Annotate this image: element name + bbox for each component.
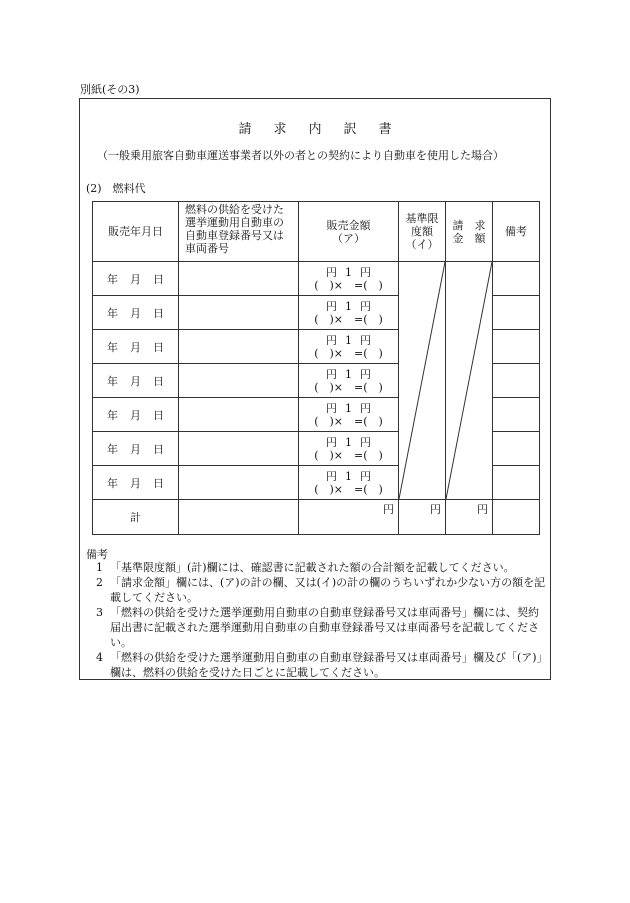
unit-number: 1 [345,435,352,449]
amount-formula: ( )× =( ) [314,448,383,462]
col-vehicle-line: 選挙運動用自動車の [185,216,284,229]
col-vehicle-line: 燃料の供給を受けた [185,203,284,216]
day-label: 日 [153,272,164,286]
date-cell[interactable] [93,364,179,398]
remarks-list [86,560,546,680]
amount-formula: ( )× =( ) [314,380,383,394]
unit-number: 1 [345,265,352,279]
total-vehicle-cell[interactable] [179,500,299,535]
remark-item [86,650,546,680]
table-header-row [93,202,540,262]
amount-formula: ( )× =( ) [314,482,383,496]
col-date: 販売年月日 [93,202,179,262]
limit-merged-cell [399,262,446,500]
title-char: 求 [273,122,287,137]
amount-formula: ( )× =( ) [314,278,383,292]
yen-label: 円 [360,401,371,415]
title-char: 内 [308,122,322,137]
sale-amount-cell[interactable] [299,296,399,330]
date-cell[interactable] [93,432,179,466]
vehicle-cell[interactable] [179,330,299,364]
table-row [93,262,540,296]
vehicle-cell[interactable] [179,432,299,466]
unit-number: 1 [345,469,352,483]
sale-amount-cell[interactable] [299,262,399,296]
year-label: 年 [107,442,118,456]
day-label: 日 [153,306,164,320]
col-vehicle-line: 自動車登録番号又は [185,229,284,242]
col-vehicle-line: 車両番号 [185,242,229,255]
year-label: 年 [107,306,118,320]
date-cell[interactable] [93,466,179,500]
yen-label: 円 [360,265,371,279]
vehicle-cell[interactable] [179,466,299,500]
month-label: 月 [130,340,141,354]
claim-table [92,201,540,535]
remark-number: 4 [96,651,103,664]
total-label: 計 [93,500,179,535]
yen-label: 円 [326,333,337,347]
sale-amount-cell[interactable] [299,364,399,398]
date-cell[interactable] [93,262,179,296]
remark-item [86,560,546,575]
col-sale-line: （ア） [332,231,365,245]
title-char: 訳 [343,122,357,137]
yen-label: 円 [360,299,371,313]
notes-cell[interactable] [493,330,540,364]
notes-cell[interactable] [493,364,540,398]
vehicle-cell[interactable] [179,364,299,398]
date-cell[interactable] [93,330,179,364]
remark-text: 「請求金額」欄には、(ア)の計の欄、又は(イ)の計の欄のうちいずれか少ない方の額を記載してください。 [110,576,546,604]
unit-number: 1 [345,401,352,415]
col-sale-line: 販売金額 [326,218,371,232]
notes-cell[interactable] [493,262,540,296]
amount-formula: ( )× =( ) [314,414,383,428]
day-label: 日 [153,340,164,354]
col-claim [446,202,493,262]
month-label: 月 [130,374,141,388]
notes-cell[interactable] [493,432,540,466]
unit-number: 1 [345,299,352,313]
remarks-heading: 備考 [86,548,108,561]
sale-amount-cell[interactable] [299,398,399,432]
year-label: 年 [107,374,118,388]
month-label: 月 [130,272,141,286]
col-sale [299,202,399,262]
notes-cell[interactable] [493,398,540,432]
day-label: 日 [153,476,164,490]
yen-label: 円 [326,469,337,483]
amount-formula: ( )× =( ) [314,346,383,360]
annex-label: 別紙(その3) [80,83,140,96]
col-limit-line: 基準限 [405,212,439,225]
sale-amount-cell[interactable] [299,432,399,466]
total-limit-yen[interactable]: 円 [399,500,446,535]
page-title [79,118,551,137]
month-label: 月 [130,408,141,422]
day-label: 日 [153,374,164,388]
col-vehicle [179,202,299,262]
diagonal-strike [399,262,445,499]
date-cell[interactable] [93,398,179,432]
yen-label: 円 [326,299,337,313]
remark-item [86,575,546,605]
yen-label: 円 [360,435,371,449]
yen-label: 円 [360,469,371,483]
remark-number: 2 [96,576,103,589]
diagonal-strike [446,262,492,499]
yen-label: 円 [326,401,337,415]
remark-text: 「基準限度額」(計)欄には、確認書に記載された額の合計額を記載してください。 [110,561,515,574]
day-label: 日 [153,442,164,456]
title-char: 請 [238,122,252,137]
month-label: 月 [130,306,141,320]
amount-formula: ( )× =( ) [314,312,383,326]
remark-item [86,605,546,650]
col-notes: 備考 [493,202,540,262]
yen-label: 円 [360,367,371,381]
col-limit [399,202,446,262]
subtitle: （一般乗用旅客自動車運送事業者以外の者との契約により自動車を使用した場合） [97,149,504,162]
total-row [93,500,540,535]
yen-label: 円 [326,367,337,381]
unit-number: 1 [345,333,352,347]
remark-text: 「燃料の供給を受けた選挙運動用自動車の自動車登録番号又は車両番号」欄及び「(ア)」欄は、燃料の供給を受けた日ごとに記載してください。 [110,651,543,679]
unit-number: 1 [345,367,352,381]
remark-number: 3 [96,606,103,619]
claim-merged-cell [446,262,493,500]
total-sale-yen[interactable]: 円 [299,500,399,535]
total-claim-yen[interactable]: 円 [446,500,493,535]
yen-label: 円 [326,435,337,449]
notes-cell[interactable] [493,466,540,500]
sale-amount-cell[interactable] [299,330,399,364]
year-label: 年 [107,340,118,354]
col-claim-line: 請 求 [452,218,486,232]
remark-text: 「燃料の供給を受けた選挙運動用自動車の自動車登録番号又は車両番号」欄には、契約届出書に記載された選挙運動用自動車の自動車登録番号又は車両番号を記載してください。 [110,606,539,649]
month-label: 月 [130,476,141,490]
yen-label: 円 [360,333,371,347]
notes-cell[interactable] [493,296,540,330]
year-label: 年 [107,272,118,286]
title-char: 書 [378,122,392,137]
col-limit-line: 度額 [411,225,433,238]
date-cell[interactable] [93,296,179,330]
section-heading: (2) 燃料代 [86,182,146,195]
month-label: 月 [130,442,141,456]
year-label: 年 [107,476,118,490]
vehicle-cell[interactable] [179,262,299,296]
col-limit-line: （イ） [405,238,439,251]
vehicle-cell[interactable] [179,296,299,330]
remark-number: 1 [96,561,103,574]
vehicle-cell[interactable] [179,398,299,432]
year-label: 年 [107,408,118,422]
sale-amount-cell[interactable] [299,466,399,500]
day-label: 日 [153,408,164,422]
yen-label: 円 [326,265,337,279]
total-notes-cell[interactable] [493,500,540,535]
col-claim-line: 金 額 [452,231,486,245]
